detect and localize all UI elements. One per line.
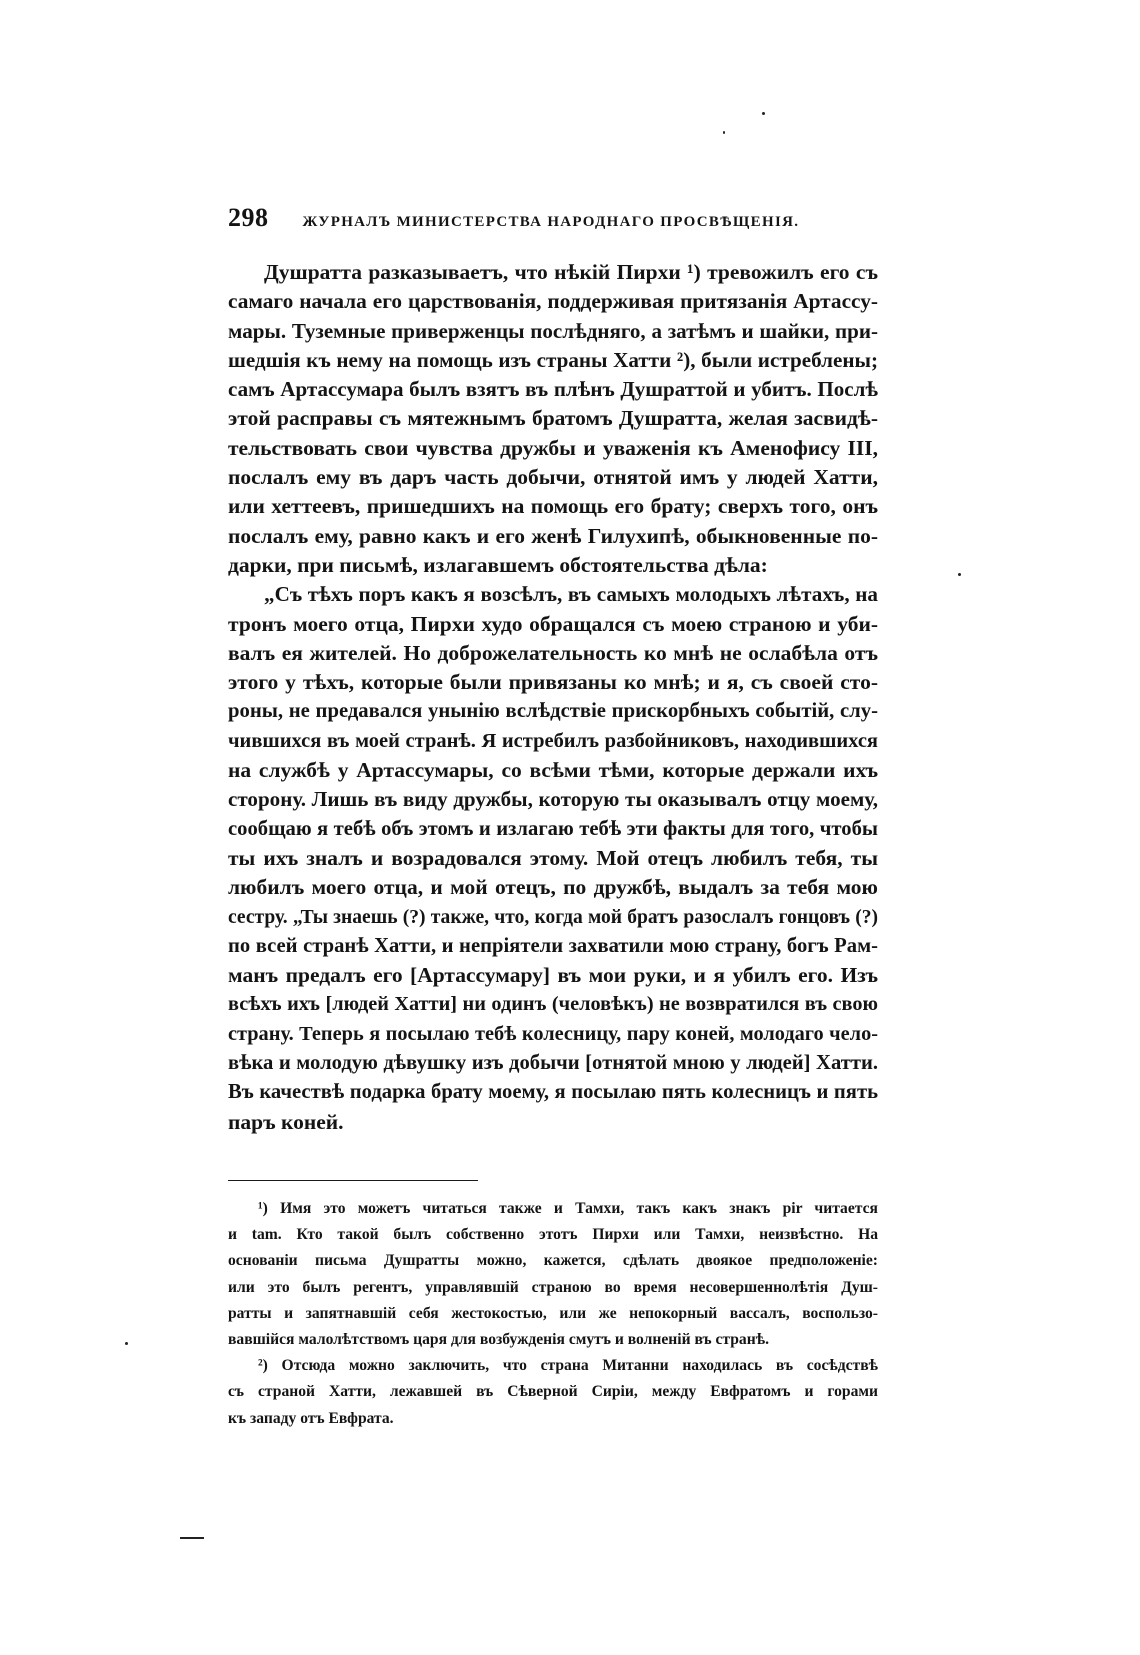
- text-line: этого у тѣхъ, которые были привязаны ко мнѣ; и я, съ своей сто-: [228, 670, 878, 695]
- text-line: послалъ ему, равно какъ и его женѣ Гилухипѣ, обыкновенные по-: [228, 523, 878, 548]
- main-text: [228, 258, 878, 1137]
- text-line: тронъ моего отца, Пирхи худо обращался съ моею страною и уби-: [228, 611, 878, 636]
- footnote-line: или это былъ регентъ, управлявшій страною во время несовершеннолѣтія Душ-: [228, 1278, 878, 1296]
- footnote-line: ратты и запятнавшій себя жестокостью, или же непокорный вассалъ, воспользо-: [228, 1304, 878, 1322]
- footnote-line: основаніи письма Душратты можно, кажется, сдѣлать двоякое предположеніе:: [228, 1252, 878, 1270]
- footnote-rule: [228, 1180, 478, 1181]
- text-line: дарки, при письмѣ, излагавшемъ обстоятельства дѣла:: [228, 552, 768, 577]
- text-line: ты ихъ зналъ и возрадовался этому. Мой отецъ любилъ тебя, ты: [228, 845, 878, 870]
- footnote-line: къ западу отъ Евфрата.: [228, 1409, 394, 1427]
- page-header: [228, 203, 878, 233]
- text-line: самъ Артассумара былъ взятъ въ плѣнъ Душраттой и убитъ. Послѣ: [228, 377, 878, 402]
- footnote-line: ²) Отсюда можно заключить, что страна Митанни находилась въ сосѣдствѣ: [258, 1357, 878, 1375]
- text-line: по всей странѣ Хатти, и непріятели захватили мою страну, богъ Рам-: [228, 934, 878, 957]
- text-line: самаго начала его царствованія, поддерживая притязанія Артассу-: [228, 289, 878, 314]
- text-line: этой расправы съ мятежнымъ братомъ Душратта, желая засвидѣ-: [228, 406, 878, 431]
- running-title: ЖУРНАЛЪ МИНИСТЕРСТВА НАРОДНАГО ПРОСВѢЩЕНІЯ.: [302, 214, 800, 230]
- scan-speck: [125, 1342, 128, 1345]
- text-line: послалъ ему въ даръ часть добычи, отнятой имъ у людей Хатти,: [228, 465, 878, 490]
- page-number: 298: [228, 203, 269, 232]
- footnotes: [228, 1196, 878, 1432]
- text-line: „Съ тѣхъ поръ какъ я возсѣлъ, въ самыхъ молодыхъ лѣтахъ, на: [264, 582, 878, 607]
- text-line: или хеттеевъ, пришедшихъ на помощь его брату; сверхъ того, онъ: [228, 494, 878, 519]
- text-line: Въ качествѣ подарка брату моему, я посылаю пять колесницъ и пять: [228, 1081, 878, 1104]
- text-line: вѣка и молодую дѣвушку изъ добычи [отнятой мною у людей] Хатти.: [228, 1052, 878, 1075]
- footnote-line: вавшійся малолѣтствомъ царя для возбужденія смутъ и волненій въ странѣ.: [228, 1330, 769, 1348]
- scan-mark: [180, 1537, 204, 1539]
- text-line: сестру. „Ты знаешь (?) также, что, когда мой братъ разослалъ гонцовъ (?): [228, 906, 878, 928]
- scan-speck: [958, 573, 961, 576]
- text-line: роны, не предавался унынію вслѣдствіе прискорбныхъ событій, слу-: [228, 700, 878, 723]
- text-line: всѣхъ ихъ [людей Хатти] ни одинъ (человѣкъ) не возвратился въ свою: [228, 993, 878, 1016]
- footnote-line: съ страной Хатти, лежавшей въ Сѣверной Сиріи, между Евфратомъ и горами: [228, 1383, 878, 1401]
- scan-speck: [762, 112, 765, 115]
- text-line: сторону. Лишь въ виду дружбы, которую ты оказывалъ отцу моему,: [228, 787, 878, 812]
- text-line: страну. Теперь я посылаю тебѣ колесницу, пару коней, молодаго чело-: [228, 1022, 878, 1045]
- text-line: тельствовать свои чувства дружбы и уваженія къ Аменофису III,: [228, 435, 878, 460]
- footnote-line: ¹) Имя это можетъ читаться также и Тамхи, такъ какъ знакъ pir читается: [258, 1200, 878, 1217]
- text-line: на службѣ у Артассумары, со всѣми тѣми, которые держали ихъ: [228, 758, 878, 783]
- text-line: шедшія къ нему на помощь изъ страны Хатти ²), были истреблены;: [228, 347, 878, 372]
- text-line: чившихся въ моей странѣ. Я истребилъ разбойниковъ, находившихся: [228, 729, 878, 752]
- scan-speck: [723, 131, 725, 134]
- text-line: Душратта разказываетъ, что нѣкій Пирхи ¹) тревожилъ его съ: [264, 260, 878, 284]
- footnote-line: и tam. Кто такой былъ собственно этотъ Пирхи или Тамхи, неизвѣстно. На: [228, 1226, 878, 1244]
- text-line: паръ коней.: [228, 1109, 344, 1134]
- text-line: любилъ моего отца, и мой отецъ, по дружбѣ, выдалъ за тебя мою: [228, 875, 878, 900]
- text-line: валъ ея жителей. Но доброжелательность ко мнѣ не ослабѣла отъ: [228, 640, 878, 665]
- text-line: сообщаю я тебѣ объ этомъ и излагаю тебѣ эти факты для того, чтобы: [228, 817, 878, 840]
- text-line: манъ предалъ его [Артассумару] въ мои руки, и я убилъ его. Изъ: [228, 963, 878, 988]
- text-line: мары. Туземные приверженцы послѣдняго, а затѣмъ и шайки, при-: [228, 318, 878, 343]
